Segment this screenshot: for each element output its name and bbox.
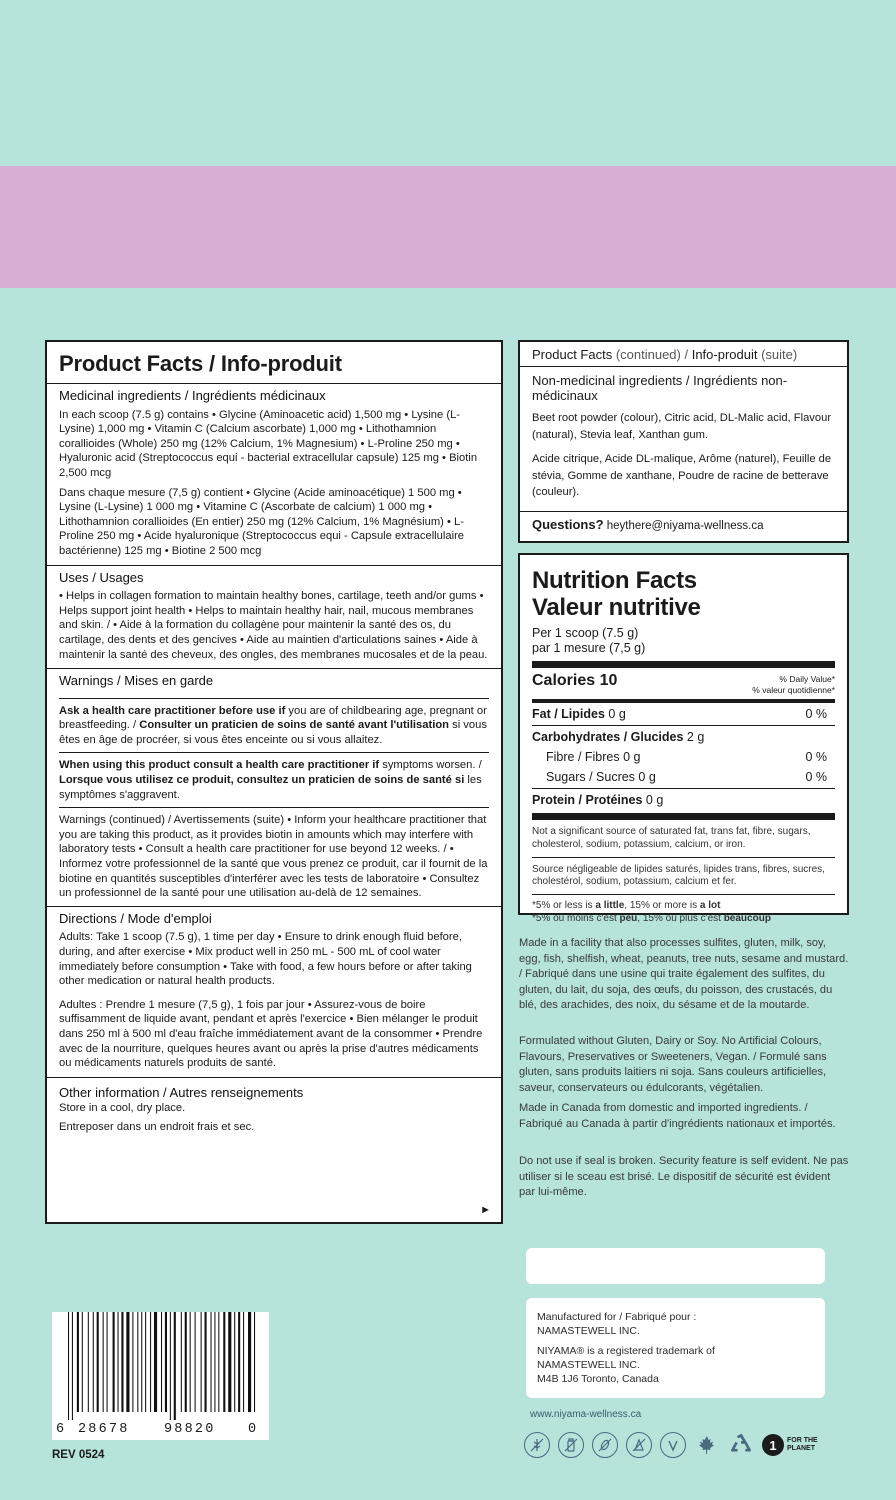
warning-1 [59, 698, 489, 753]
daily-value-header [752, 672, 835, 695]
footnote [532, 895, 835, 931]
mfg-line-2: NAMASTEWELL INC. [537, 1325, 640, 1338]
fibre-label: Fibre / Fibres 0 g [546, 750, 641, 764]
product-facts-title: Product Facts / Info-produit [47, 342, 501, 384]
directions-heading: Directions / Mode d'emploi [59, 910, 212, 926]
barcode-bar [88, 1312, 89, 1412]
carb-row [532, 726, 835, 748]
barcode-bar [68, 1312, 69, 1420]
medicinal-heading: Medicinal ingredients / Ingrédients médicinaux [59, 388, 326, 403]
carb-label: Carbohydrates / Glucides [532, 730, 684, 744]
planet-badge-text-1: FOR THE [787, 1437, 818, 1444]
no-artificial-icon [626, 1432, 652, 1458]
planet-badge-text-2: PLANET [787, 1445, 815, 1452]
barcode-digit-1: 6 [56, 1422, 67, 1437]
foot-en-1: *5% or less is [532, 900, 596, 912]
nutrition-title-fr: Valeur nutritive [532, 594, 701, 621]
barcode-bar [97, 1312, 99, 1412]
barcode-bar [107, 1312, 108, 1412]
barcode-bar [154, 1312, 157, 1412]
product-facts-continued-panel [518, 340, 849, 543]
barcode-bar [205, 1312, 207, 1412]
other-info-heading: Other information / Autres renseignements [59, 1084, 304, 1100]
non-medicinal-section [520, 367, 847, 512]
barcode-bar [170, 1312, 171, 1420]
uses-heading: Uses / Usages [59, 569, 144, 585]
serving-en: Per 1 scoop (7.5 g) [532, 626, 639, 640]
mfg-line-4: NAMASTEWELL INC. [537, 1358, 640, 1371]
questions-label: Questions? [532, 516, 604, 532]
directions-en: Adults: Take 1 scoop (7.5 g), 1 time per day • Ensure to drink enough fluid before, during, and after exercise • Mix product well in 250 mL - 500 mL of cool water immediately before consumption • Take with food, a few hours before or after taking other medication or natural health products. [59, 931, 472, 988]
fibre-row [532, 748, 835, 768]
mfg-line-5: M4B 1J6 Toronto, Canada [537, 1373, 659, 1386]
barcode [52, 1312, 269, 1440]
foot-fr-b2: beaucoup [723, 912, 771, 924]
barcode-bar [211, 1312, 212, 1412]
product-facts-panel [45, 340, 503, 1224]
barcode-bar [137, 1312, 138, 1412]
warning-2-bold-1: When using this product consult a health care practitioner if [59, 759, 380, 772]
non-medicinal-en: Beet root powder (colour), Citric acid, DL-Malic acid, Flavour (natural), Stevia leaf, Xanthan gum. [532, 412, 832, 441]
note-en: Not a significant source of saturated fat, trans fat, fibre, sugars, cholesterol, sodium, potassium, calcium, or iron. [532, 826, 811, 850]
fat-label: Fat / Lipides [532, 707, 605, 721]
serving-fr: par 1 mesure (7,5 g) [532, 641, 646, 655]
barcode-bar [243, 1312, 244, 1412]
nutrition-title-en: Nutrition Facts [532, 567, 697, 594]
barcode-bar [218, 1312, 219, 1412]
recycle-icon [728, 1432, 754, 1458]
dv-fr: % valeur quotidienne* [752, 684, 835, 695]
pfc-title-4: (suite) [757, 347, 798, 362]
barcode-digits-3: 98820 [164, 1422, 216, 1437]
foot-en-b1: a little [595, 900, 625, 912]
barcode-bar [174, 1312, 176, 1420]
product-facts-continued-title [520, 342, 847, 367]
formulated-text: Formulated without Gluten, Dairy or Soy. No Artificial Colours, Flavours, Preservatives or Sweeteners, Vegan. / Formulé sans gluten, sans produits laitiers ni soja. Sans couleurs artificielles, saveur, conservateurs ou édulcorants, végétalien. [519, 1035, 827, 1094]
dv-en: % Daily Value* [779, 674, 835, 684]
seal-text: Do not use if seal is broken. Security feature is self evident. Ne pas utiliser si le sceau est brisé. Le dispositif de sécurité est évident par lui-même. [519, 1155, 849, 1198]
barcode-bar [248, 1312, 251, 1412]
other-info-fr: Entreposer dans un endroit frais et sec. [59, 1120, 255, 1133]
barcode-bar [165, 1312, 167, 1412]
no-dairy-icon [558, 1432, 584, 1458]
warning-1-bold-2: Consulter un praticien de soins de santé avant l'utilisation [139, 719, 449, 732]
uses-section [47, 566, 501, 670]
barcode-bar [195, 1312, 196, 1412]
foot-en-b2: a lot [699, 900, 721, 912]
barcode-bar [234, 1312, 235, 1412]
manufacturer-box [526, 1298, 825, 1398]
barcode-bar [201, 1312, 202, 1412]
no-soy-icon [592, 1432, 618, 1458]
warning-2-text-2: les symptômes s'aggravent. [59, 774, 482, 801]
thick-divider [532, 813, 835, 820]
mfg-line-1: Manufactured for / Fabriqué pour : [537, 1311, 697, 1323]
questions-row [520, 512, 847, 537]
fibre-pct: 0 % [805, 750, 827, 764]
barcode-bar [145, 1312, 146, 1412]
blank-label-box [526, 1248, 825, 1284]
barcode-bar [214, 1312, 215, 1412]
fat-row [532, 703, 835, 725]
directions-fr: Adultes : Prendre 1 mesure (7,5 g), 1 fois par jour • Assurez-vous de boire suffisamment de liquide avant, pendant et après l'exercice • Bien mélanger le produit dans 250 ml à 500 ml d'eau fraîche immédiatement avant de la consommer • Prendre avec de la nourriture, quelques heures avant ou après la prise d'autres médicaments ou médicaments naturels produits de santé. [59, 998, 483, 1070]
barcode-bars [60, 1312, 261, 1422]
pfc-title-3: Info-produit [691, 347, 758, 362]
barcode-bar [121, 1312, 123, 1412]
directions-section [47, 907, 501, 1078]
barcode-bar [72, 1312, 73, 1420]
barcode-bar [82, 1312, 83, 1412]
warning-3: Warnings (continued) / Avertissements (suite) • Inform your healthcare practitioner that you are taking this product, as it provides biotin in amounts which may interfere with laboratory tests • Consult a health care practitioner for use beyond 12 weeks. / • Informez votre professionnel de la santé que vous prenez ce produit, car il fournit de la biotine en quantités susceptibles d'interférer avec les tests de laboratoire • Consultez un professionnel de la santé pour une utilisation au-delà de 12 semaines. [59, 807, 489, 906]
barcode-bar [181, 1312, 182, 1412]
fat-value: 0 g [604, 707, 626, 721]
continue-arrow-icon: ► [480, 1204, 491, 1216]
barcode-bar [141, 1312, 142, 1412]
protein-row [532, 789, 835, 811]
barcode-bar [126, 1312, 129, 1412]
barcode-bar [223, 1312, 225, 1412]
medicinal-section [47, 384, 501, 566]
note-fr: Source négligeable de lipides saturés, lipides trans, fibres, sucres, cholestérol, sodium, potassium, calcium et fer. [532, 863, 825, 888]
certification-icons [524, 1432, 818, 1458]
barcode-bar [161, 1312, 162, 1412]
warnings-section [47, 669, 501, 907]
barcode-digit-4: 0 [248, 1422, 259, 1437]
barcode-bar [113, 1312, 115, 1412]
no-gluten-icon [524, 1432, 550, 1458]
sugars-row [532, 768, 835, 788]
barcode-bar [93, 1312, 94, 1412]
foot-fr-b1: peu [619, 912, 638, 924]
warning-1-bold-1: Ask a health care practitioner before use if [59, 704, 286, 717]
other-info-en: Store in a cool, dry place. [59, 1102, 186, 1115]
thick-divider [532, 661, 835, 668]
website-link[interactable]: www.niyama-wellness.ca [530, 1409, 642, 1420]
calories: Calories 10 [532, 672, 618, 689]
medicinal-fr: Dans chaque mesure (7,5 g) contient • Glycine (Acide aminoacétique) 1 500 mg • Lysine (L-Lysine) 1 000 mg • Vitamine C (Ascorbate de calcium) 1 000 mg • Lithothamnion corallioides (En entier) 250 mg (12% Calcium, 1% Magnésium) • L-Proline 250 mg • Acide hyaluronique (Streptococcus equi - Capsule extracellulaire bactérienne) 125 mg • Biotine 2 500 mcg [59, 486, 465, 557]
planet-badge-number: 1 [762, 1434, 784, 1456]
barcode-bar [254, 1312, 255, 1412]
barcode-bar [238, 1312, 240, 1412]
other-info-section [47, 1078, 501, 1141]
non-medicinal-fr: Acide citrique, Acide DL-malique, Arôme (naturel), Feuille de stévia, Gomme de xanthane, Poudre de racine de betterave (couleur). [532, 453, 832, 498]
fat-pct: 0 % [805, 707, 827, 721]
foot-fr-2: , 15% ou plus c'est [637, 912, 724, 924]
barcode-bar [77, 1312, 79, 1412]
warning-2-text-1: symptoms worsen. / [379, 759, 482, 772]
protein-label: Protein / Protéines [532, 793, 643, 807]
allergen-text: Made in a facility that also processes sulfites, gluten, milk, soy, egg, fish, shelfish, wheat, peanuts, tree nuts, sesame and mustard. / Fabriqué dans une usine qui traite également des sulfites, du gluten, du lait, du soja, des œufs, du poisson, des crustacés, du blé, des arachides, des noix, du sésame et de la moutarde. [519, 937, 849, 1011]
vegan-icon [660, 1432, 686, 1458]
warning-2-bold-2: Lorsque vous utilisez ce produit, consultez un praticien de soins de santé si [59, 774, 465, 787]
carb-value: 2 g [683, 730, 705, 744]
barcode-bar [103, 1312, 104, 1412]
made-in-text: Made in Canada from domestic and imported ingredients. / Fabriqué au Canada à partir d'ingrédients nationaux et importés. [519, 1102, 836, 1130]
warning-1-text-2: si vous êtes en âge de procréer, si vous êtes enceinte ou si vous allaitez. [59, 719, 487, 746]
foot-fr-1: *5% ou moins c'est [532, 912, 620, 924]
barcode-digits-2: 28678 [78, 1422, 130, 1437]
warnings-heading: Warnings / Mises en garde [59, 673, 214, 689]
sugars-pct: 0 % [805, 770, 827, 784]
barcode-bar [228, 1312, 231, 1412]
revision-code: REV 0524 [52, 1449, 105, 1461]
barcode-bar [150, 1312, 151, 1412]
protein-value: 0 g [642, 793, 664, 807]
non-medicinal-heading: Non-medicinal ingredients / Ingrédients non-médicinaux [532, 373, 788, 403]
foot-en-2: , 15% or more is [624, 900, 700, 912]
barcode-bar [185, 1312, 187, 1412]
medicinal-en: In each scoop (7.5 g) contains • Glycine (Aminoacetic acid) 1,500 mg • Lysine (L-Lysine) 1,000 mg • Vitamin C (Calcium ascorbate) 1,000 mg • Lithothamnion corallioides (Whole) 250 mg (12% Calcium, 1% Magnesium) • L-Proline 250 mg • Hyaluronic acid (Streptococcus equi - bacterial extracellular capsule) 125 mg • Biotin 2,500 mcg [59, 408, 478, 479]
pfc-title-2: (continued) / [612, 347, 692, 362]
uses-text: • Helps in collagen formation to maintain healthy bones, cartilage, teeth and/or gums • Helps support joint health • Helps to maintain healthy hair, nail, mucous membranes and skin. / • Aide à la formation du collagène pour maintenir la santé des os, du cartilage, des dents et des gencives • Aide au maintien d'articulations saines • Aide à maintenir la santé des cheveux, des ongles, des membranes mucosales et de la peau. [59, 590, 488, 661]
nutrition-facts-panel [518, 553, 849, 924]
pfc-title-1: Product Facts [532, 347, 613, 362]
barcode-bar [118, 1312, 119, 1412]
barcode-bar [132, 1312, 133, 1412]
maple-leaf-icon [694, 1432, 720, 1458]
calories-row [532, 668, 835, 699]
sugars-label: Sugars / Sucres 0 g [546, 770, 656, 784]
warning-2 [59, 752, 489, 807]
questions-email: heythere@niyama-wellness.ca [606, 519, 764, 532]
pink-band [0, 166, 896, 288]
warning-1-text-1: you are of childbearing age, pregnant or breastfeeding. / [59, 704, 487, 732]
barcode-bar [190, 1312, 191, 1412]
mfg-line-3: NIYAMA® is a registered trademark of [537, 1344, 715, 1357]
one-percent-planet-badge [762, 1434, 818, 1456]
